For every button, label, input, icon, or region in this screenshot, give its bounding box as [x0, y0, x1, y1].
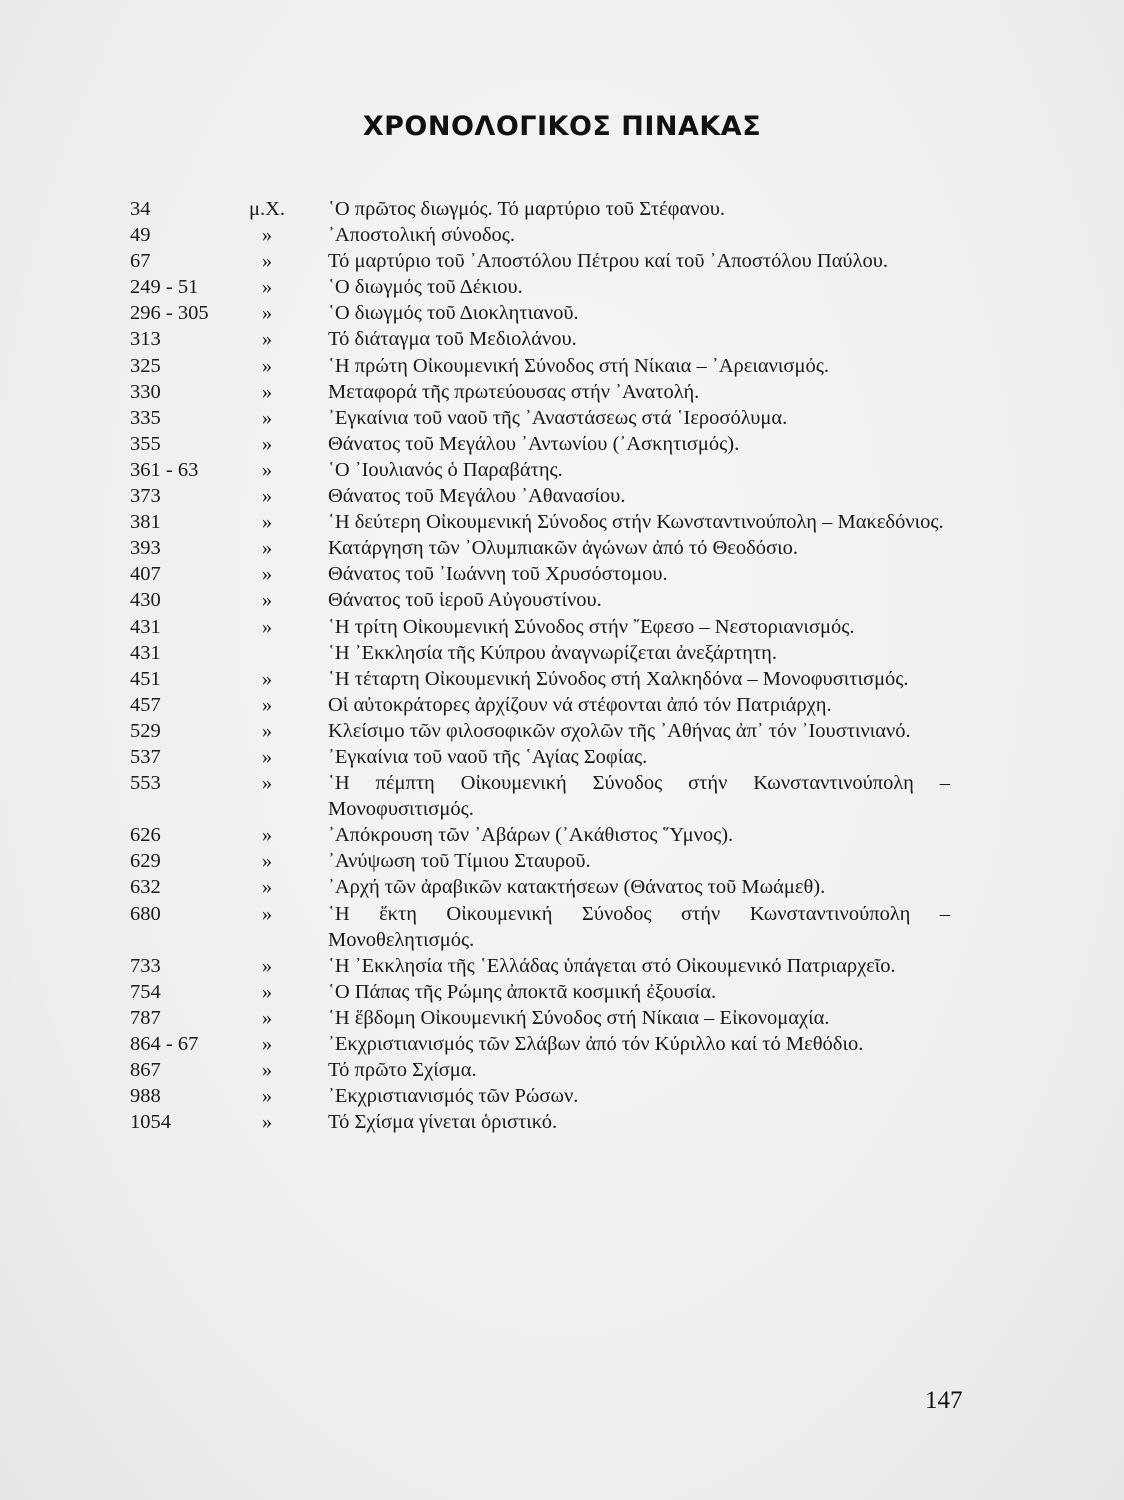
entry-year: 330	[130, 380, 161, 403]
entry-year: 867	[130, 1059, 161, 1082]
chronology-entry	[130, 953, 950, 979]
entry-year: 629	[130, 850, 161, 873]
entry-ditto-mark: »	[261, 1111, 273, 1134]
chronology-entry	[130, 196, 950, 222]
chronology-entry	[130, 353, 950, 379]
chronology-entry	[130, 640, 950, 666]
chronology-entry	[130, 535, 950, 561]
chronology-entry	[130, 1109, 950, 1135]
entry-ditto-mark: »	[261, 224, 273, 247]
chronology-entry	[130, 561, 950, 587]
entry-ditto-mark: »	[261, 458, 273, 481]
entry-year: 754	[130, 980, 161, 1003]
chronology-entry	[130, 300, 950, 326]
chronology-entry	[130, 274, 950, 300]
entry-year: 632	[130, 876, 161, 899]
entry-ditto-mark: »	[261, 1059, 273, 1082]
entry-ditto-mark: »	[261, 354, 273, 377]
chronology-entry	[130, 483, 950, 509]
chronology-entry	[130, 666, 950, 692]
chronology-entry	[130, 587, 950, 613]
entry-year: 313	[130, 328, 161, 351]
entry-year: 296 - 305	[130, 302, 209, 325]
chronology-entry	[130, 614, 950, 640]
entry-ditto-mark: »	[261, 276, 273, 299]
entry-year: 680	[130, 902, 161, 925]
entry-year: 537	[130, 745, 161, 768]
entry-description: Θάνατος τοῦ ἱεροῦ Αὐγουστίνου.	[328, 589, 602, 612]
entry-year: 373	[130, 485, 161, 508]
entry-year: 355	[130, 432, 161, 455]
entry-year: 733	[130, 954, 161, 977]
entry-ditto-mark: »	[261, 328, 273, 351]
chronology-entry	[130, 1031, 950, 1057]
entry-year: 864 - 67	[130, 1033, 199, 1055]
entry-description: Τό μαρτύριο τοῦ ᾿Αποστόλου Πέτρου καί τοῦ ᾿Αποστόλου Παύλου.	[328, 250, 889, 273]
entry-ditto-mark: »	[261, 537, 273, 560]
chronology-entry	[130, 744, 950, 770]
entry-year: 381	[130, 511, 161, 534]
entry-description: ῾Ο ᾿Ιουλιανός ὁ Παραβάτης.	[328, 458, 563, 481]
entry-year: 451	[130, 667, 161, 690]
entry-year: 431	[130, 615, 161, 638]
entry-description: ᾿Ανύψωση τοῦ Τίμιου Σταυροῦ.	[328, 850, 591, 873]
entry-ditto-mark: »	[261, 1033, 273, 1055]
entry-year: 407	[130, 563, 161, 586]
chronology-entry	[130, 822, 950, 848]
entry-ditto-mark: »	[261, 380, 273, 403]
chronology-entry	[130, 1083, 950, 1109]
entry-description: Οἱ αὐτοκράτορες ἀρχίζουν νά στέφονται ἀπό τόν Πατριάρχη.	[328, 693, 832, 716]
entry-ditto-mark: »	[261, 485, 273, 508]
chronology-entry	[130, 457, 950, 483]
page-number: 147	[925, 1387, 963, 1414]
chronology-entry	[130, 874, 950, 900]
entry-description: ῾Ο διωγμός τοῦ Διοκλητιανοῦ.	[328, 302, 579, 325]
entry-year: 49	[130, 224, 151, 247]
entry-ditto-mark: »	[261, 824, 273, 847]
entry-description: Θάνατος τοῦ Μεγάλου ᾿Αντωνίου (᾿Ασκητισμός).	[328, 432, 740, 455]
entry-ditto-mark: »	[261, 902, 273, 925]
entry-description: ῾Ο διωγμός τοῦ Δέκιου.	[328, 276, 523, 299]
entry-year: 457	[130, 693, 161, 716]
entry-ditto-mark: »	[261, 589, 273, 612]
entry-ditto-mark: »	[261, 693, 273, 716]
chronology-entry	[130, 979, 950, 1005]
entry-ditto-mark: »	[261, 563, 273, 586]
entry-year: 626	[130, 824, 161, 847]
entry-year: 249 - 51	[130, 276, 199, 299]
entry-year: 988	[130, 1085, 161, 1108]
entry-description: ῾Η ἕβδομη Οἰκουμενική Σύνοδος στή Νίκαια – Εἰκονομαχία.	[328, 1006, 830, 1029]
page-title: ΧΡΟΝΟΛΟΓΙΚΟΣ ΠΙΝΑΚΑΣ	[362, 111, 762, 142]
entry-description: ῾Η ᾿Εκκλησία τῆς ῾Ελλάδας ὑπάγεται στό Οἰκουμενικό Πατριαρχεῖο.	[328, 954, 896, 977]
entry-description: ῾Η τρίτη Οἰκουμενική Σύνοδος στήν ῎Εφεσο – Νεστοριανισμός.	[328, 615, 855, 638]
chronology-entry	[130, 379, 950, 405]
entry-year: 361 - 63	[130, 458, 199, 481]
entry-ditto-mark: »	[261, 719, 273, 742]
entry-description: ᾿Αρχή τῶν ἀραβικῶν κατακτήσεων (Θάνατος τοῦ Μωάμεθ).	[328, 876, 826, 899]
entry-description: ᾿Εκχριστιανισμός τῶν Ρώσων.	[328, 1085, 579, 1108]
entry-ditto-mark: »	[261, 745, 273, 768]
chronology-entry	[130, 848, 950, 874]
entry-description: ῾Ο Πάπας τῆς Ρώμης ἀποκτᾶ κοσμική ἐξουσία.	[328, 980, 717, 1003]
entry-description: Τό διάταγμα τοῦ Μεδιολάνου.	[328, 328, 577, 351]
entry-ditto-mark: »	[261, 954, 273, 977]
entry-description: Τό Σχίσμα γίνεται ὁριστικό.	[328, 1111, 558, 1134]
entry-ditto-mark: »	[261, 302, 273, 325]
entry-description: Θάνατος τοῦ ᾿Ιωάννη τοῦ Χρυσόστομου.	[328, 563, 668, 586]
entry-description: Κλείσιμο τῶν φιλοσοφικῶν σχολῶν τῆς ᾿Αθήνας ἀπ᾿ τόν ᾿Ιουστινιανό.	[328, 719, 911, 742]
chronology-entry	[130, 1005, 950, 1031]
chronology-entry	[130, 326, 950, 352]
entry-ditto-mark: »	[261, 615, 273, 638]
chronology-entry	[130, 248, 950, 274]
chronology-entry	[130, 901, 950, 953]
entry-ditto-mark: »	[261, 511, 273, 534]
entry-year: 553	[130, 772, 161, 795]
chronology-entry	[130, 1057, 950, 1083]
chronology-entry	[130, 509, 950, 535]
entry-description: ῾Η πέμπτη Οἰκουμενική Σύνοδος στήν Κωνσταντινούπολη – Μονοφυσιτισμός.	[328, 772, 950, 821]
chronology-entry	[130, 692, 950, 718]
entry-description: ῾Η πρώτη Οἰκουμενική Σύνοδος στή Νίκαια – ᾿Αρειανισμός.	[328, 354, 829, 377]
chronology-entry	[130, 770, 950, 822]
entry-description: Κατάργηση τῶν ᾿Ολυμπιακῶν ἀγώνων ἀπό τό Θεοδόσιο.	[328, 537, 798, 560]
entry-year: 67	[130, 250, 151, 273]
chronology-entry	[130, 718, 950, 744]
entry-description: Θάνατος τοῦ Μεγάλου ᾿Αθανασίου.	[328, 485, 626, 508]
entry-year: 34	[130, 198, 151, 220]
entry-description: ῾Η δεύτερη Οἰκουμενική Σύνοδος στήν Κωνσταντινούπολη – Μακεδόνιος.	[328, 511, 944, 534]
entry-description: ᾿Εγκαίνια τοῦ ναοῦ τῆς ῾Αγίας Σοφίας.	[328, 745, 648, 768]
entry-ditto-mark: »	[261, 432, 273, 455]
entry-year: 529	[130, 719, 161, 742]
entry-description: ᾿Εκχριστιανισμός τῶν Σλάβων ἀπό τόν Κύριλλο καί τό Μεθόδιο.	[328, 1033, 864, 1055]
entry-description: Μεταφορά τῆς πρωτεύουσας στήν ᾿Ανατολή.	[328, 380, 700, 403]
entry-ditto-mark: »	[261, 1085, 273, 1108]
entry-year: 393	[130, 537, 161, 560]
entry-ditto-mark: »	[261, 667, 273, 690]
entry-description: ῾Ο πρῶτος διωγμός. Τό μαρτύριο τοῦ Στέφανου.	[328, 198, 726, 220]
entry-ditto-mark: »	[261, 250, 273, 273]
entry-description: ᾿Αποστολική σύνοδος.	[328, 224, 516, 247]
entry-description: ᾿Εγκαίνια τοῦ ναοῦ τῆς ᾿Αναστάσεως στά ῾Ιεροσόλυμα.	[328, 406, 788, 429]
entry-year: 1054	[130, 1111, 171, 1134]
entry-ditto-mark: »	[261, 406, 273, 429]
entry-description: ῾Η ᾿Εκκλησία τῆς Κύπρου ἀναγνωρίζεται ἀνεξάρτητη.	[328, 641, 777, 664]
entry-description: ῾Η τέταρτη Οἰκουμενική Σύνοδος στή Χαλκηδόνα – Μονοφυσιτισμός.	[328, 667, 909, 690]
entry-ditto-mark: »	[261, 772, 273, 795]
chronology-list	[130, 196, 950, 1135]
entry-ditto-mark: »	[261, 850, 273, 873]
chronology-entry	[130, 431, 950, 457]
entry-year: 325	[130, 354, 161, 377]
entry-year: 335	[130, 406, 161, 429]
entry-ditto-mark: »	[261, 980, 273, 1003]
chronology-entry	[130, 405, 950, 431]
entry-ditto-mark: »	[261, 876, 273, 899]
entry-ditto-mark: μ.Χ.	[248, 198, 286, 220]
entry-year: 430	[130, 589, 161, 612]
entry-description: ᾿Απόκρουση τῶν ᾿Αβάρων (᾿Ακάθιστος ῞Υμνος).	[328, 824, 734, 847]
entry-year: 431	[130, 641, 161, 664]
chronology-entry	[130, 222, 950, 248]
entry-description: Τό πρῶτο Σχίσμα.	[328, 1059, 477, 1082]
entry-ditto-mark: »	[261, 1006, 273, 1029]
entry-year: 787	[130, 1006, 161, 1029]
entry-description: ῾Η ἕκτη Οἰκουμενική Σύνοδος στήν Κωνσταντινούπολη – Μονοθελητισμός.	[328, 902, 950, 951]
